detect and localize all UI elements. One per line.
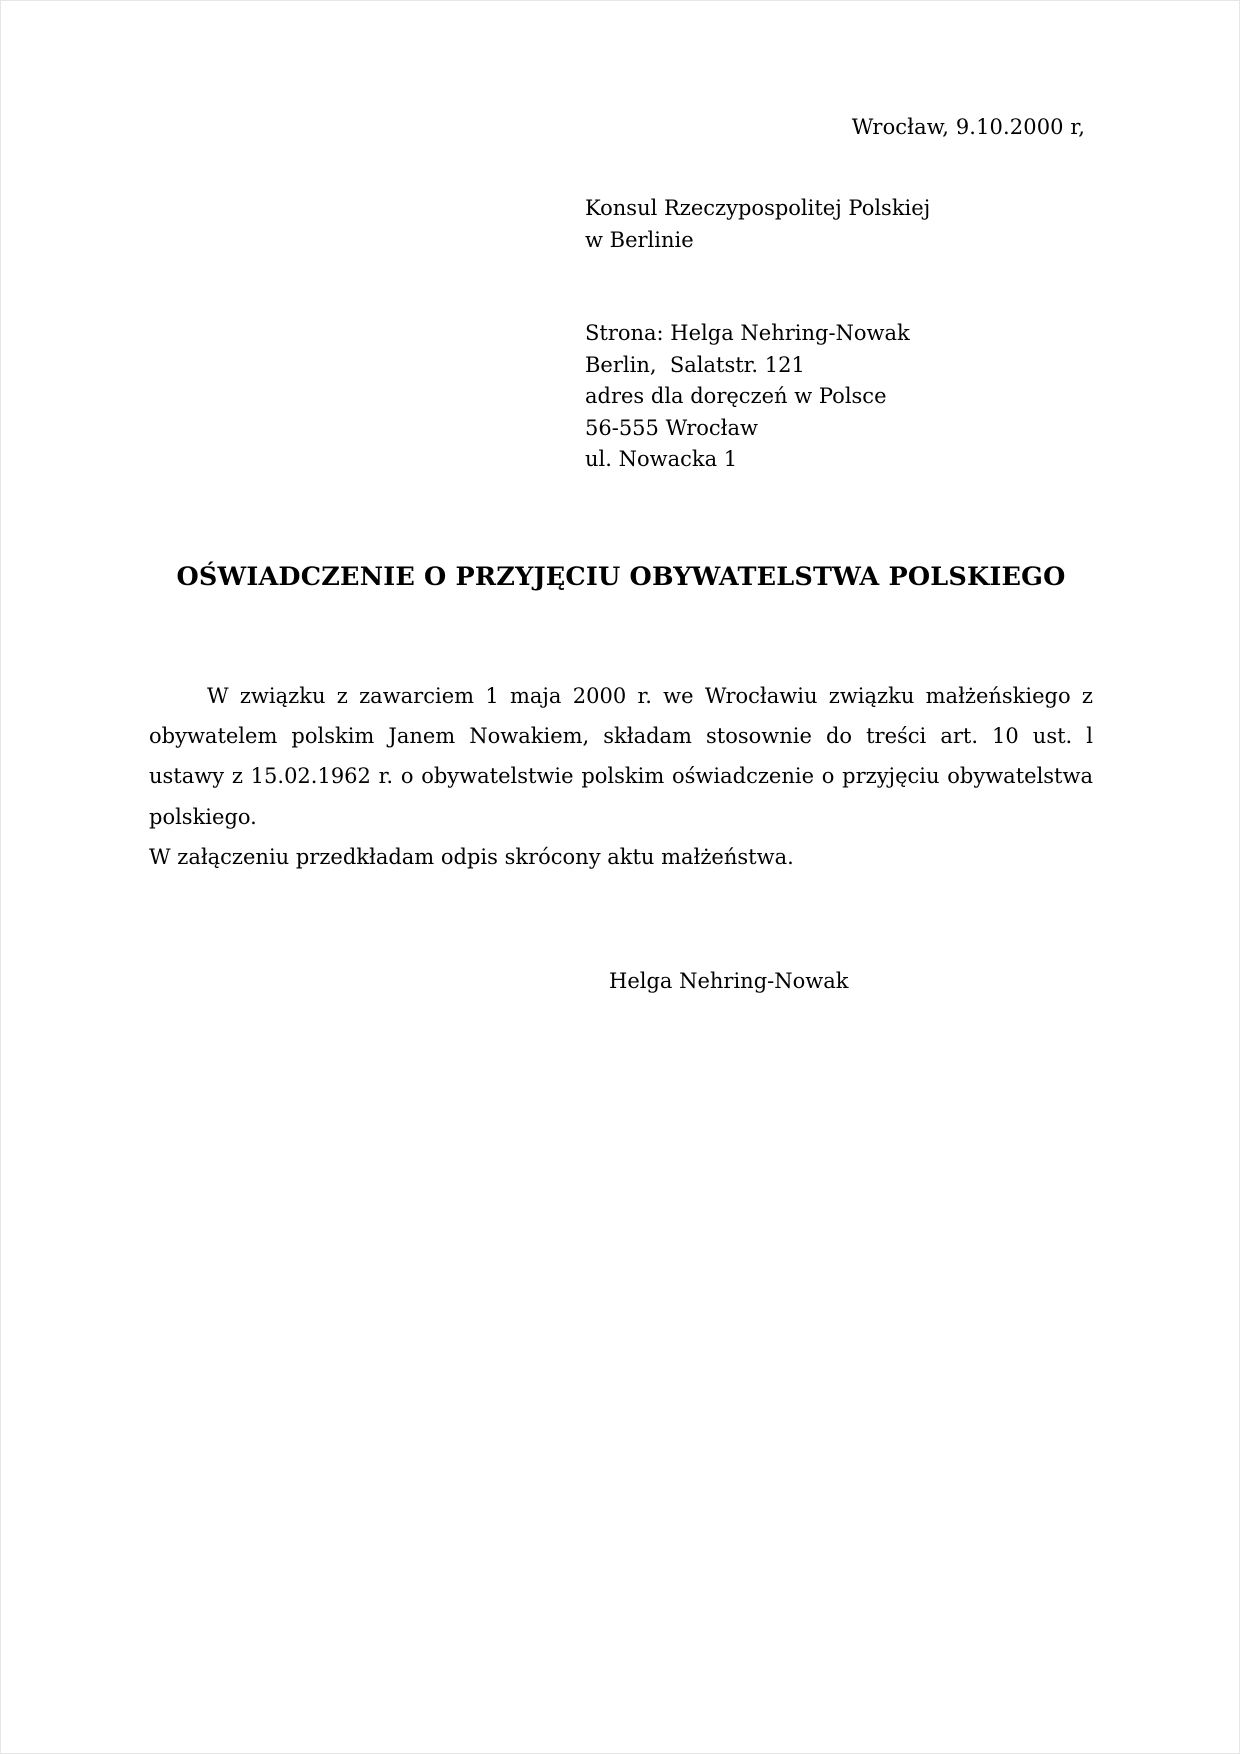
body-paragraph-1 xyxy=(149,676,1093,837)
addressee-line-1: Konsul Rzeczypospolitej Polskiej xyxy=(585,196,931,221)
party-street-line: ul. Nowacka 1 xyxy=(585,447,738,472)
signature-line: Helga Nehring-Nowak xyxy=(609,969,849,994)
document-body xyxy=(149,676,1093,878)
party-name-line: Strona: Helga Nehring-Nowak xyxy=(585,321,910,346)
document-title: OŚWIADCZENIE O PRZYJĘCIU OBYWATELSTWA POLSKIEGO xyxy=(176,561,1066,592)
party-delivery-address-label: adres dla doręczeń w Polsce xyxy=(585,384,887,409)
document-content xyxy=(149,113,1093,993)
body-paragraph-2: W załączeniu przedkładam odpis skrócony aktu małżeństwa. xyxy=(149,845,794,870)
party-address-line: Berlin, Salatstr. 121 xyxy=(585,352,805,377)
addressee-block xyxy=(585,193,1093,256)
addressee-line-2: w Berlinie xyxy=(585,227,694,252)
body-paragraph-1-text: W związku z zawarciem 1 maja 2000 r. we Wrocławiu związku małżeńskiego z obywatelem polskim Janem Nowakiem, składam stosownie do treści art. 10 ust. l ustawy z 15.02.1962 r. o obywatelstwie polskim oświadczenie o przyjęciu obywatelstwa polskiego. xyxy=(149,683,1093,829)
date-and-place-line: Wrocław, 9.10.2000 r, xyxy=(851,115,1085,139)
party-block xyxy=(585,318,1093,476)
party-postal-city-line: 56-555 Wrocław xyxy=(585,415,758,440)
